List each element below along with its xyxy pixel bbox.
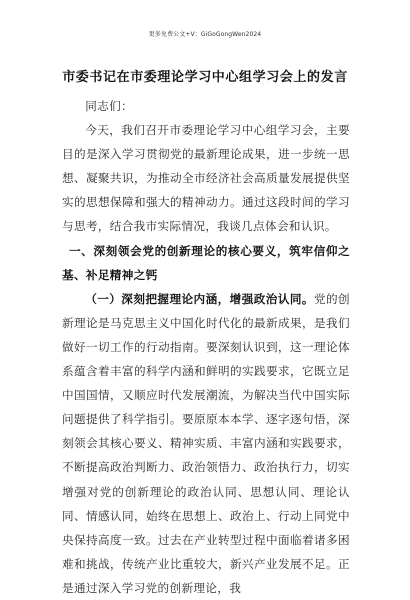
sub-heading: （一）深刻把握理论内涵，增强政治认同。 [85,291,314,306]
salutation: 同志们： [85,99,133,113]
sub-section-paragraph [62,287,350,600]
sub-section-body: 党的创新理论是马克思主义中国化时代化的最新成果，是我们做好一切工作的行动指南。要深刻认识到，这一理论体系蕴含着丰富的科学内涵和鲜明的实践要求，它既立足中国国情，又顺应时代发展潮流，为解决当代中国实际问题提供了科学指引。要原原本本学、逐字逐句悟，深刻领会其核心要义、精神实质、丰富内涵和实践要求，不断提高政治判断力、政治领悟力、政治执行力，切实增强对党的创新理论的政治认同、思想认同、理论认同、情感认同，始终在思想上、政治上、行动上同党中央保持高度一致。过去在产业转型过程中面临着诸多困难和挑战，传统产业比重较大，新兴产业发展不足。正是通过深入学习党的创新理论，我 [62,291,350,595]
document-title: 市委书记在市委理论学习中心组学习会上的发言 [62,70,348,85]
document-body [62,94,350,600]
header-note: 更多免费公文+V：GiGoGongWen2024 [148,31,262,38]
intro-paragraph: 今天，我们召开市委理论学习中心组学习会，主要目的是深入学习贯彻党的最新理论成果，进一步统一思想、凝聚共识，为推动全市经济社会高质量发展提供坚实的思想保障和强大的精神动力。通过这段时间的学习与思考，结合我市实际情况，我谈几点体会和认识。 [62,123,350,234]
section-heading: 一、深刻领会党的创新理论的核心要义，筑牢信仰之基、补足精神之钙 [62,243,350,282]
